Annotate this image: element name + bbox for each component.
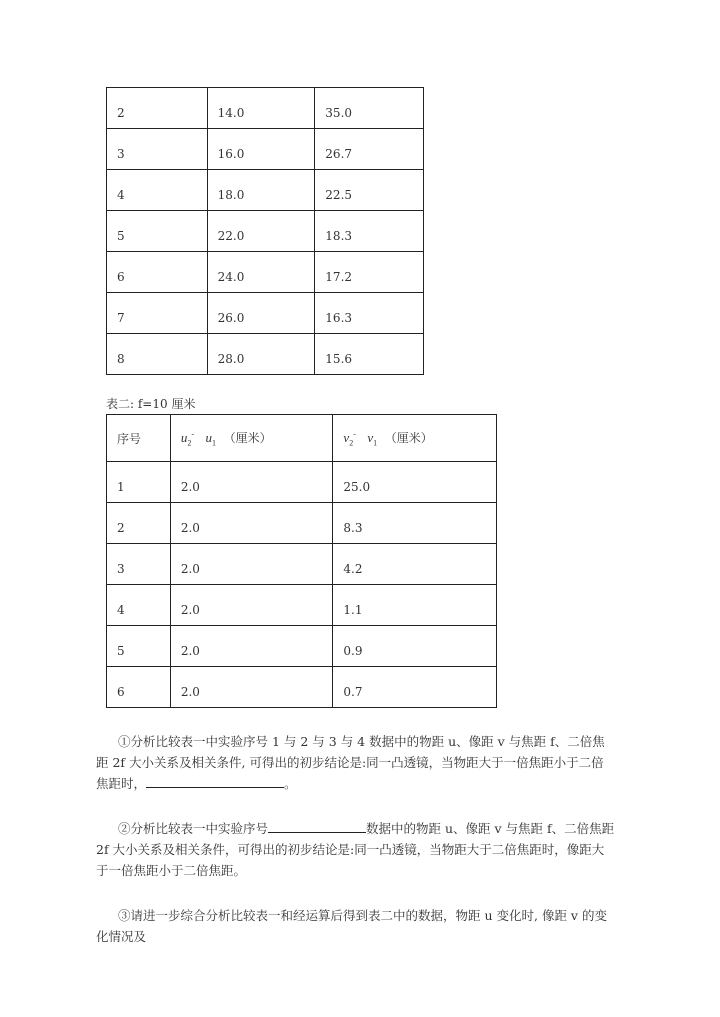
table-row — [107, 544, 497, 585]
cell-u: 26.0 — [207, 293, 315, 334]
table-header-row — [107, 415, 497, 462]
table-row — [107, 626, 497, 667]
cell-delta-v: 8.3 — [333, 503, 497, 544]
table-row — [107, 88, 424, 129]
cell-delta-u: 2.0 — [170, 626, 333, 667]
header-delta-u — [170, 415, 333, 462]
cell-delta-u: 2.0 — [170, 503, 333, 544]
question-3: ③请进一步综合分析比较表一和经运算后得到表二中的数据，物距 u 变化时, 像距 v 的变化情况及 — [96, 908, 607, 944]
cell-index: 6 — [107, 252, 208, 293]
header-index: 序号 — [107, 415, 171, 462]
cell-v: 26.7 — [315, 129, 424, 170]
cell-u: 18.0 — [207, 170, 315, 211]
cell-delta-v: 0.9 — [333, 626, 497, 667]
table-row — [107, 585, 497, 626]
cell-index: 8 — [107, 334, 208, 375]
table-two-caption: 表二: f=10 厘米 — [106, 397, 196, 411]
cell-v: 17.2 — [315, 252, 424, 293]
cell-delta-u: 2.0 — [170, 544, 333, 585]
table-two — [106, 414, 497, 708]
table-row — [107, 170, 424, 211]
header-delta-v — [333, 415, 497, 462]
cell-index: 2 — [107, 503, 171, 544]
cell-index: 3 — [107, 129, 208, 170]
var-u1: $u_1$ — [205, 429, 216, 448]
cell-v: 16.3 — [315, 293, 424, 334]
unit-label: （厘米） — [384, 430, 433, 445]
cell-index: 6 — [107, 667, 171, 708]
cell-v: 22.5 — [315, 170, 424, 211]
question-1 — [96, 731, 616, 794]
cell-delta-u: 2.0 — [170, 462, 333, 503]
answer-blank-1[interactable] — [146, 773, 284, 788]
cell-v: 18.3 — [315, 211, 424, 252]
cell-index: 5 — [107, 211, 208, 252]
cell-u: 28.0 — [207, 334, 315, 375]
cell-v: 35.0 — [315, 88, 424, 129]
cell-u: 22.0 — [207, 211, 315, 252]
answer-blank-2[interactable] — [268, 818, 366, 833]
cell-delta-u: 2.0 — [170, 667, 333, 708]
table-row — [107, 334, 424, 375]
cell-index: 1 — [107, 462, 171, 503]
cell-index: 4 — [107, 585, 171, 626]
cell-u: 14.0 — [207, 88, 315, 129]
question-1-end: 。 — [284, 776, 297, 791]
cell-delta-v: 0.7 — [333, 667, 497, 708]
cell-delta-v: 1.1 — [333, 585, 497, 626]
cell-index: 5 — [107, 626, 171, 667]
var-u2: $u_2^-$ — [180, 429, 195, 448]
cell-v: 15.6 — [315, 334, 424, 375]
cell-delta-v: 4.2 — [333, 544, 497, 585]
question-2 — [96, 818, 616, 881]
table-row — [107, 462, 497, 503]
table-row — [107, 211, 424, 252]
cell-delta-v: 25.0 — [333, 462, 497, 503]
table-row — [107, 667, 497, 708]
var-v1: $v_1$ — [367, 429, 378, 448]
cell-u: 16.0 — [207, 129, 315, 170]
table-one — [106, 87, 424, 375]
unit-label: （厘米） — [223, 430, 272, 445]
table-row — [107, 293, 424, 334]
cell-u: 24.0 — [207, 252, 315, 293]
question-1-text: ①分析比较表一中实验序号 1 与 2 与 3 与 4 数据中的物距 u、像距 v 与焦距 f、二倍焦距 2f 大小关系及相关条件, 可得出的初步结论是:同一凸透镜，当物距大于一倍焦距小于二倍焦距时， — [96, 734, 605, 791]
question-2-start: ②分析比较表一中实验序号 — [118, 821, 269, 836]
table-row — [107, 252, 424, 293]
table-row — [107, 129, 424, 170]
cell-delta-u: 2.0 — [170, 585, 333, 626]
question-2-rest: 数据中的物距 u、像距 v 与焦距 f、二倍焦距 2f 大小关系及相关条件，可得出的初步结论是:同一凸透镜，当物距大于二倍焦距时，像距大于一倍焦距小于二倍焦距。 — [96, 821, 615, 878]
var-v2: $v_2^-$ — [343, 429, 356, 448]
cell-index: 2 — [107, 88, 208, 129]
table-row — [107, 503, 497, 544]
cell-index: 3 — [107, 544, 171, 585]
cell-index: 4 — [107, 170, 208, 211]
cell-index: 7 — [107, 293, 208, 334]
